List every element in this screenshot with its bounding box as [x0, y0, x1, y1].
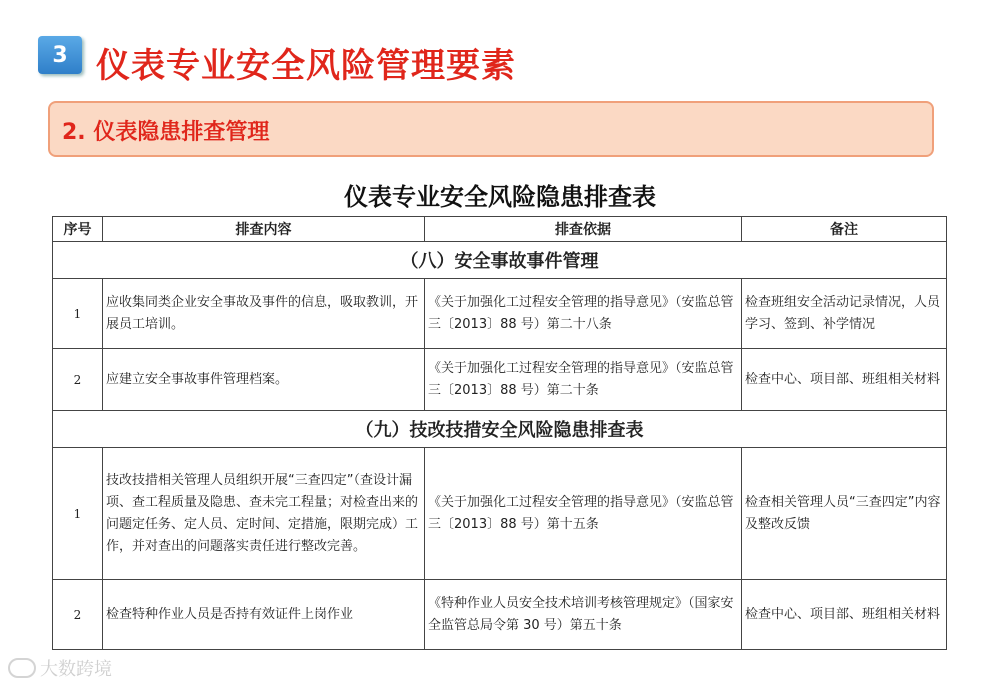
- column-header-basis: 排查依据: [425, 217, 742, 242]
- table-row: [53, 349, 947, 411]
- table-row: [53, 448, 947, 580]
- column-header-note: 备注: [742, 217, 947, 242]
- section-heading: （九）技改技措安全风险隐患排查表: [53, 411, 947, 448]
- inspection-table: [52, 216, 947, 650]
- section-heading: （八）安全事故事件管理: [53, 242, 947, 279]
- row-number: 1: [53, 448, 103, 580]
- watermark-logo-icon: [8, 658, 36, 678]
- row-note: 检查中心、项目部、班组相关材料: [742, 580, 947, 650]
- watermark-text: 大数跨境: [40, 659, 112, 680]
- row-content: 检查特种作业人员是否持有效证件上岗作业: [103, 580, 425, 650]
- row-note: 检查中心、项目部、班组相关材料: [742, 349, 947, 411]
- column-header-no: 序号: [53, 217, 103, 242]
- table-header-row: [53, 217, 947, 242]
- row-basis: 《关于加强化工过程安全管理的指导意见》（安监总管三〔2013〕88 号）第十五条: [425, 448, 742, 580]
- row-basis: 《关于加强化工过程安全管理的指导意见》（安监总管三〔2013〕88 号）第二十八条: [425, 279, 742, 349]
- row-number: 2: [53, 580, 103, 650]
- table-row: [53, 580, 947, 650]
- section-number-badge: 3: [38, 36, 82, 74]
- section-heading-row: [53, 242, 947, 279]
- section-title: 2. 仪表隐患排查管理: [62, 120, 270, 145]
- column-header-content: 排查内容: [103, 217, 425, 242]
- row-note: 检查班组安全活动记录情况，人员学习、签到、补学情况: [742, 279, 947, 349]
- page-title: 仪表专业安全风险管理要素: [96, 46, 516, 86]
- section-heading-row: [53, 411, 947, 448]
- row-content: 技改技措相关管理人员组织开展“三查四定”（查设计漏项、查工程质量及隐患、查未完工程量；对检查出来的问题定任务、定人员、定时间、定措施，限期完成）工作，并对查出的问题落实责任进行整改完善。: [103, 448, 425, 580]
- watermark: [8, 655, 112, 681]
- table-title: 仪表专业安全风险隐患排查表: [344, 183, 656, 211]
- row-number: 2: [53, 349, 103, 411]
- row-content: 应收集同类企业安全事故及事件的信息，吸取教训，开展员工培训。: [103, 279, 425, 349]
- table-row: [53, 279, 947, 349]
- row-note: 检查相关管理人员“三查四定”内容及整改反馈: [742, 448, 947, 580]
- row-basis: 《特种作业人员安全技术培训考核管理规定》（国家安全监管总局令第 30 号）第五十条: [425, 580, 742, 650]
- row-content: 应建立安全事故事件管理档案。: [103, 349, 425, 411]
- row-basis: 《关于加强化工过程安全管理的指导意见》（安监总管三〔2013〕88 号）第二十条: [425, 349, 742, 411]
- section-banner: [48, 101, 934, 157]
- row-number: 1: [53, 279, 103, 349]
